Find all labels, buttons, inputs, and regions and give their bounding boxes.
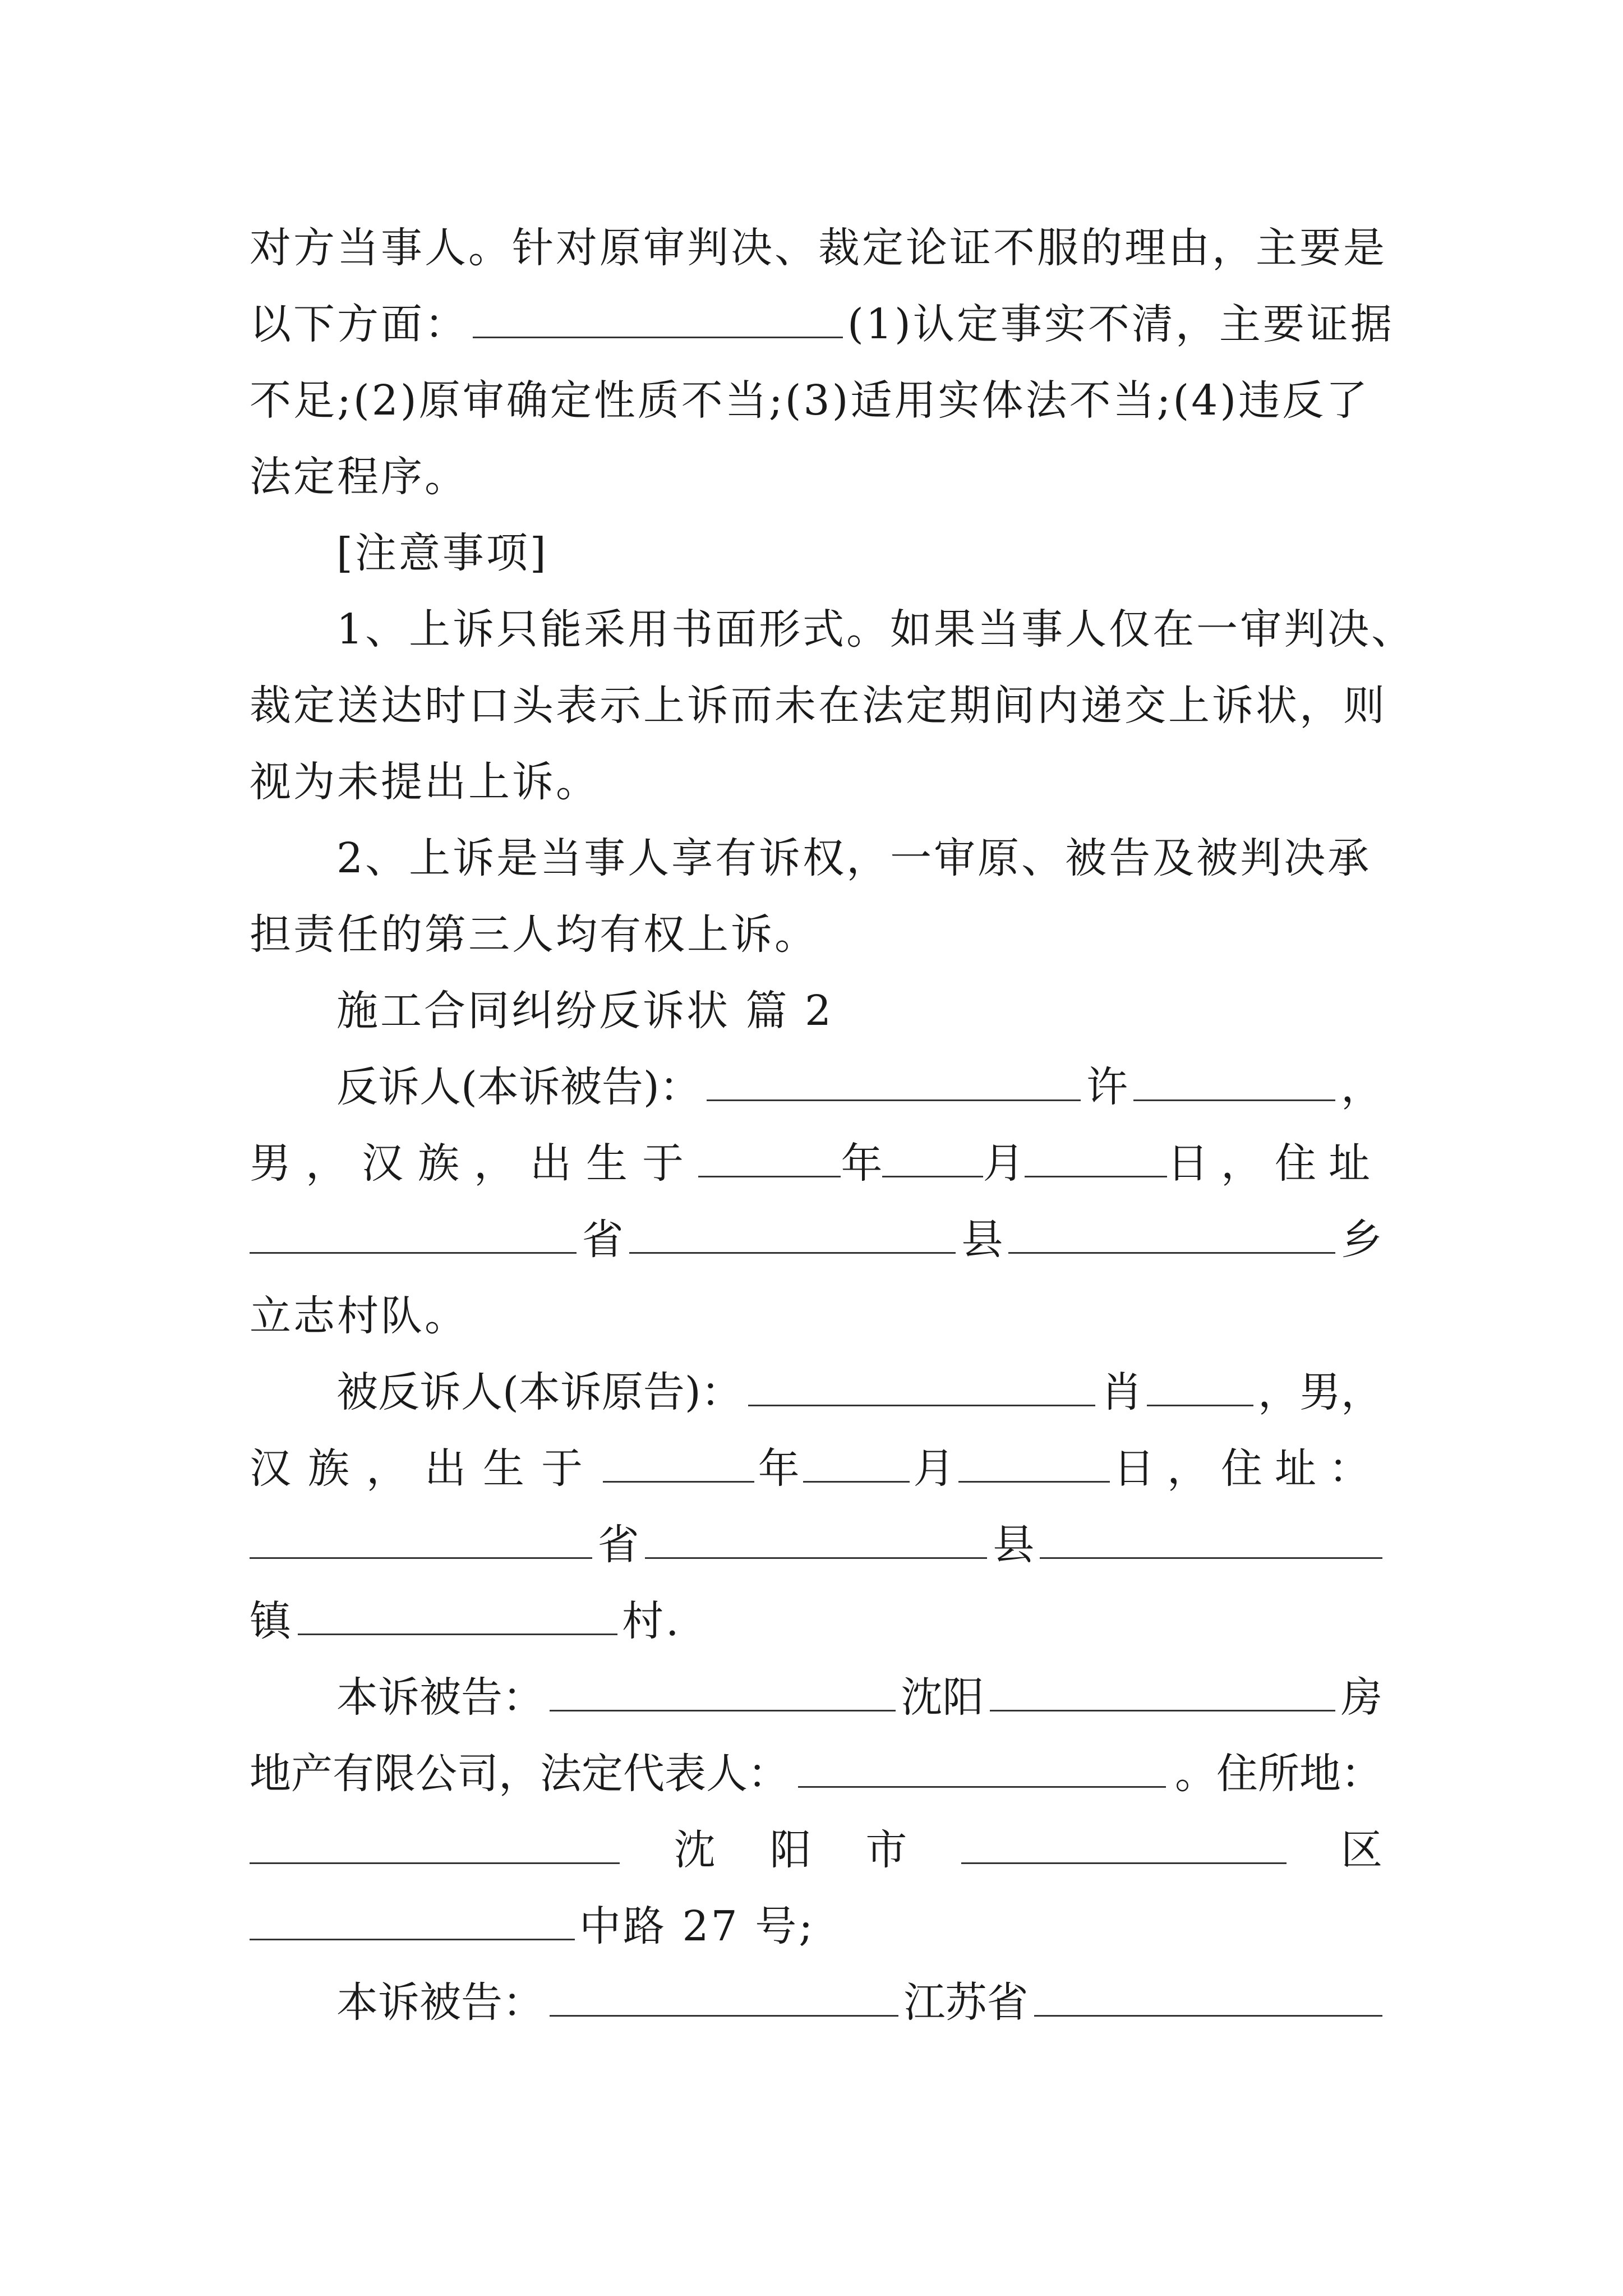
punctuation: ， [1341,1063,1382,1111]
fill-blank [803,1447,910,1483]
fill-blank [250,1905,575,1940]
text-line [250,439,1382,515]
text-line [250,896,1382,973]
fill-blank [1040,1524,1382,1559]
fill-blank [748,1371,1095,1406]
fill-blank [990,1676,1336,1711]
fill-blank [1025,1142,1167,1177]
field-label: 许 [1086,1063,1128,1111]
paragraph-text: 立志村队。 [250,1292,468,1340]
text-line [250,1430,1382,1507]
text-line [250,668,1387,744]
fill-blank [1147,1371,1253,1406]
fill-blank [250,1524,592,1559]
field-label: 月 [913,1444,955,1493]
fill-blank [961,1829,1287,1864]
text-line [250,362,1382,439]
field-label: 反诉人(本诉被告)： [336,1063,701,1111]
document-title: 施工合同纠纷反诉状 篇 2 [336,987,834,1035]
field-label: 沈阳 [901,1673,984,1722]
field-label: 县 [961,1216,1003,1264]
fill-blank [645,1524,988,1559]
fill-blank [1034,1981,1383,2017]
paragraph-text: 裁定送达时口头表示上诉而未在法定期间内递交上诉状，则 [250,682,1387,730]
field-label: 房 [1341,1673,1382,1722]
field-label: 年 [841,1139,883,1188]
text-line [250,1125,1382,1202]
text-line [336,820,1382,896]
field-label: 。住所地： [1175,1750,1382,1798]
paragraph-text: 以下方面： [250,300,468,348]
field-label: 沈 [674,1826,716,1874]
field-label: 中路 27 号; [579,1902,815,1950]
field-label: 本诉被告： [336,1673,544,1722]
text-line [336,1659,1382,1736]
paragraph-text: 对方当事人。针对原审判决、裁定论证不服的理由，主要是 [250,224,1387,272]
text-line [336,1354,1382,1430]
fill-blank [707,1066,1081,1101]
paragraph-text: 2、上诉是当事人享有诉权，一审原、被告及被判决承 [336,834,1372,882]
field-label: 乡 [1341,1216,1383,1264]
fill-blank [1008,1218,1335,1254]
text-line [250,286,1394,362]
text-line [250,1507,1382,1583]
field-label: ，男， [1258,1368,1382,1416]
field-label: 肖 [1101,1368,1142,1416]
field-label: 江苏省 [903,1978,1029,2027]
fill-blank [698,1142,841,1177]
field-label: 省 [597,1521,639,1569]
paragraph-text: 视为未提出上诉。 [250,758,600,806]
fill-blank [629,1218,956,1254]
paragraph-text: 法定程序。 [250,453,468,501]
field-label: 省 [582,1216,624,1264]
section-heading: [注意事项] [336,529,548,577]
text-line [250,210,1387,286]
field-label: 市 [865,1826,907,1874]
text-line [336,515,1382,591]
text-line [250,1583,1382,1659]
fill-blank [882,1142,983,1177]
field-label: 本诉被告： [336,1978,544,2027]
paragraph-text: 1、上诉只能采用书面形式。如果当事人仅在一审判决、 [336,605,1415,654]
text-line [336,973,1382,1049]
field-label: 县 [993,1521,1035,1569]
fill-blank [550,1981,898,2017]
fill-blank [798,1752,1166,1788]
fill-blank [473,303,843,338]
fill-blank [250,1829,620,1864]
paragraph-text: (1)认定事实不清，主要证据 [847,300,1394,348]
field-label: 阳 [769,1826,811,1874]
paragraph-text: 不足;(2)原审确定性质不当;(3)适用实体法不当;(4)违反了 [250,376,1370,425]
text-line [250,1202,1382,1278]
field-label: 年 [758,1444,800,1493]
field-label: 镇 [250,1597,293,1645]
fill-blank [958,1447,1110,1483]
fill-blank [298,1600,617,1635]
field-label: 日，住址： [1113,1444,1382,1493]
text-line [336,1964,1382,2041]
field-label: 日，住址 [1167,1139,1382,1188]
field-label: 村. [622,1597,681,1645]
field-label: 地产有限公司，法定代表人： [250,1750,789,1798]
fill-blank [603,1447,754,1483]
text-line [250,1736,1382,1812]
text-line [250,1278,1382,1354]
paragraph-text: 担责任的第三人均有权上诉。 [250,910,818,959]
fill-blank [550,1676,896,1711]
text-line [250,744,1382,820]
text-line [336,1049,1382,1125]
fill-blank [250,1218,577,1254]
text-line [250,1888,1382,1964]
text-line [336,591,1415,668]
field-label: 月 [983,1139,1025,1188]
field-label: 区 [1340,1826,1382,1874]
text-line [250,1812,1382,1888]
fill-blank [1133,1066,1335,1101]
field-label: 汉族，出生于 [250,1444,600,1493]
field-label: 被反诉人(本诉原告)： [336,1368,743,1416]
field-label: 男，汉族，出生于 [250,1139,698,1188]
